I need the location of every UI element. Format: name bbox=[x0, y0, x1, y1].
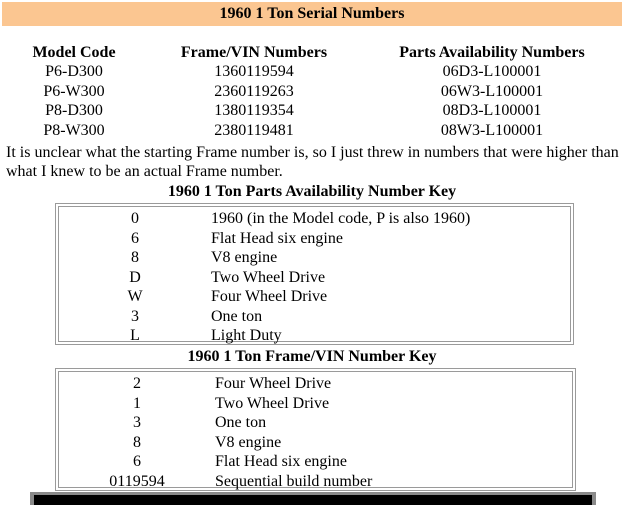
parts-availability-cell: 08D3-L100001 bbox=[442, 102, 542, 120]
key-description: Light Duty bbox=[211, 327, 282, 344]
key-code: 8 bbox=[131, 249, 139, 266]
key-description: Sequential build number bbox=[215, 472, 373, 490]
model-code-cell: P6-D300 bbox=[45, 63, 103, 81]
table-row bbox=[59, 326, 470, 346]
key-description: Flat Head six engine bbox=[211, 229, 343, 247]
frame-vin-cell: 1360119594 bbox=[214, 63, 294, 81]
parts-availability-cell: 06W3-L100001 bbox=[440, 82, 544, 100]
key-description: Flat Head six engine bbox=[215, 453, 347, 470]
table-header-row bbox=[4, 43, 620, 62]
frame-key-box bbox=[58, 371, 573, 488]
model-code-cell: P8-W300 bbox=[43, 121, 105, 139]
table-row bbox=[59, 452, 372, 472]
key-code: 2 bbox=[133, 375, 141, 392]
key-code: 8 bbox=[133, 433, 141, 451]
frame-vin-cell: 2360119263 bbox=[214, 82, 294, 100]
column-header-parts-availability: Parts Availability Numbers bbox=[399, 44, 585, 61]
key-code: D bbox=[129, 268, 141, 286]
key-code: 3 bbox=[133, 414, 141, 431]
model-code-cell: P8-D300 bbox=[45, 102, 103, 120]
key-description: One ton bbox=[215, 414, 267, 431]
table-row bbox=[4, 62, 620, 81]
page-title: 1960 1 Ton Serial Numbers bbox=[2, 2, 622, 26]
frame-vin-cell: 1380119354 bbox=[214, 102, 294, 120]
table-row bbox=[59, 374, 372, 394]
frame-number-note: It is unclear what the starting Frame number is, so I just threw in numbers that were higher than what I knew to be an actual Frame number. bbox=[6, 144, 619, 181]
key-code: W bbox=[127, 288, 143, 305]
key-description: V8 engine bbox=[211, 249, 278, 266]
column-header-model-code: Model Code bbox=[32, 44, 116, 61]
table-row bbox=[59, 248, 470, 268]
table-row bbox=[59, 394, 372, 414]
key-code: L bbox=[130, 327, 140, 344]
key-description: Four Wheel Drive bbox=[211, 288, 328, 305]
table-row bbox=[59, 268, 470, 288]
key-code: 1 bbox=[133, 394, 141, 412]
key-description: One ton bbox=[211, 307, 263, 325]
table-row bbox=[59, 433, 372, 453]
key-code: 6 bbox=[133, 453, 141, 470]
table-row bbox=[4, 101, 620, 120]
table-row bbox=[59, 287, 470, 307]
table-row bbox=[59, 307, 470, 327]
key-description: Four Wheel Drive bbox=[215, 375, 332, 392]
parts-key-box bbox=[58, 206, 571, 342]
table-row bbox=[4, 121, 620, 140]
table-row bbox=[59, 209, 470, 229]
key-description: Two Wheel Drive bbox=[215, 394, 330, 412]
column-header-frame-vin: Frame/VIN Numbers bbox=[180, 44, 328, 61]
table-row bbox=[59, 229, 470, 249]
key-description: V8 engine bbox=[215, 433, 282, 451]
table-row bbox=[4, 82, 620, 101]
serial-numbers-table bbox=[4, 43, 620, 140]
key-code: 0119594 bbox=[109, 472, 165, 490]
frame-key-table bbox=[59, 374, 372, 491]
key-description: 1960 (in the Model code, P is also 1960) bbox=[211, 210, 471, 227]
table-row bbox=[59, 413, 372, 433]
parts-availability-cell: 08W3-L100001 bbox=[440, 121, 544, 139]
table-row bbox=[59, 472, 372, 492]
key-code: 0 bbox=[131, 210, 139, 227]
parts-key-table bbox=[59, 209, 470, 346]
frame-key-heading: 1960 1 Ton Frame/VIN Number Key bbox=[187, 348, 437, 365]
key-code: 3 bbox=[131, 307, 139, 325]
key-description: Two Wheel Drive bbox=[211, 268, 326, 286]
model-code-cell: P6-W300 bbox=[43, 82, 105, 100]
frame-vin-cell: 2380119481 bbox=[214, 121, 294, 139]
key-code: 6 bbox=[131, 229, 139, 247]
parts-availability-cell: 06D3-L100001 bbox=[442, 63, 542, 81]
bottom-bar bbox=[30, 492, 596, 505]
parts-key-heading: 1960 1 Ton Parts Availability Number Key bbox=[167, 183, 457, 200]
